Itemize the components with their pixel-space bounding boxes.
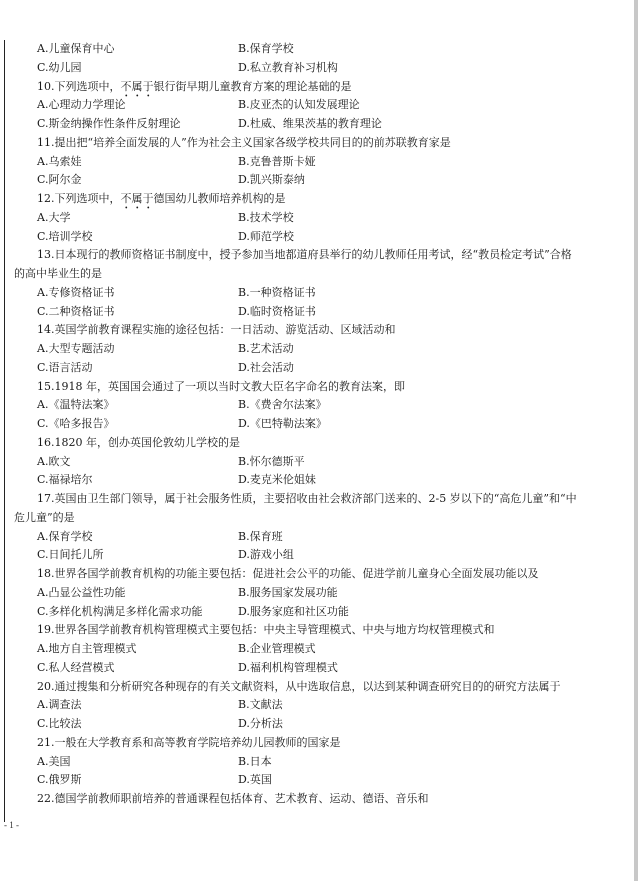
page-number: - 1 -: [4, 820, 19, 830]
option-right: D.《巴特勒法案》: [238, 417, 327, 430]
option-left: A.《温特法案》: [37, 398, 115, 412]
option-row: [0, 453, 600, 472]
option-row: [0, 696, 600, 715]
option-left: C.《哈多报告》: [37, 417, 115, 430]
option-right: D.临时资格证书: [238, 304, 316, 318]
option-left: A.保育学校: [37, 529, 93, 543]
question-stem: [0, 78, 600, 97]
question-stem: 17.英国由卫生部门领导，属于社会服务性质，主要招收由社会救济部门送来的、2-5 岁以下的“高危儿童”和“中: [37, 492, 577, 505]
option-row: [0, 359, 600, 378]
option-left: A.心理动力学理论: [37, 98, 126, 112]
question-stem: 19.世界各国学前教育机构管理模式主要包括：中央主导管理模式、中央与地方均权管理模式和: [37, 623, 495, 637]
option-row: [0, 396, 600, 415]
option-row: [0, 96, 600, 115]
option-left: A.大学: [37, 210, 71, 224]
option-row: [0, 715, 600, 734]
option-right: D.游戏小组: [238, 548, 294, 562]
option-right: B.一种资格证书: [238, 285, 316, 299]
option-row: [0, 284, 600, 303]
option-left: C.幼儿园: [37, 60, 82, 74]
option-left: C.比较法: [37, 717, 82, 730]
option-left: A.地方自主管理模式: [37, 642, 137, 655]
option-left: C.日间托儿所: [37, 548, 104, 562]
option-left: C.阿尔金: [37, 173, 82, 187]
option-row: [0, 228, 600, 247]
option-row: [0, 209, 600, 228]
option-row: [0, 640, 600, 659]
option-right: D.麦克米伦姐妹: [238, 473, 316, 487]
option-row: [0, 59, 600, 78]
option-left: C.语言活动: [37, 360, 93, 374]
option-left: A.专修资格证书: [37, 285, 115, 299]
option-row: [0, 40, 600, 59]
option-row: [0, 659, 600, 678]
question-stem: 20.通过搜集和分析研究各种现存的有关文献资料，从中选取信息，以达到某种调查研究目的的研究方法属于: [37, 679, 561, 693]
option-row: [0, 340, 600, 359]
emphasized-text: 不属于: [120, 192, 154, 205]
option-left: A.儿童保育中心: [37, 42, 115, 55]
option-left: C.培训学校: [37, 229, 93, 243]
option-right: B.克鲁普斯卡娅: [238, 154, 316, 168]
question-stem: 13.日本现行的教师资格证书制度中，授予参加当地都道府县举行的幼儿教师任用考试，经“教员检定考试”合格: [37, 248, 572, 262]
question-stem: 18.世界各国学前教育机构的功能主要包括：促进社会公平的功能、促进学前儿童身心全面发展功能以及: [37, 567, 539, 580]
option-right: B.日本: [238, 754, 272, 768]
option-right: D.服务家庭和社区功能: [238, 604, 349, 618]
option-right: D.分析法: [238, 717, 283, 730]
option-right: B.皮亚杰的认知发展理论: [238, 98, 360, 112]
option-row: [0, 415, 600, 434]
question-stem: [0, 190, 600, 209]
option-right: B.《费舍尔法案》: [238, 398, 327, 412]
option-right: D.凯兴斯泰纳: [238, 173, 305, 187]
option-right: D.师范学校: [238, 229, 294, 243]
option-right: D.福利机构管理模式: [238, 660, 338, 674]
option-right: B.艺术活动: [238, 342, 294, 355]
option-row: [0, 584, 600, 603]
question-text: 银行街早期儿童教育方案的理论基础的是: [153, 79, 352, 93]
emphasized-text: 不属于: [120, 79, 154, 93]
question-stem: 21.一般在大学教育系和高等教育学院培养幼儿园教师的国家是: [37, 735, 341, 749]
question-stem: 16.1820 年，创办英国伦敦幼儿学校的是: [37, 435, 240, 449]
option-right: D.杜威、维果茨基的教育理论: [238, 117, 382, 130]
option-right: D.私立教育补习机构: [238, 60, 338, 74]
option-left: A.欧文: [37, 454, 71, 468]
option-left: A.乌索娃: [37, 154, 82, 168]
option-row: [0, 603, 600, 622]
exam-content: [0, 40, 600, 809]
scrollbar[interactable]: [634, 0, 638, 881]
option-left: A.美国: [37, 754, 71, 768]
option-row: [0, 303, 600, 322]
option-right: B.企业管理模式: [238, 642, 316, 655]
option-left: C.多样化机构满足多样化需求功能: [37, 604, 203, 618]
option-right: B.服务国家发展功能: [238, 585, 338, 599]
option-row: [0, 153, 600, 172]
option-left: C.斯金纳操作性条件反射理论: [37, 117, 181, 130]
option-left: C.二种资格证书: [37, 304, 115, 318]
option-row: [0, 546, 600, 565]
option-right: B.保育班: [238, 529, 283, 543]
option-left: C.俄罗斯: [37, 773, 82, 787]
option-right: B.文献法: [238, 698, 283, 712]
option-row: [0, 753, 600, 772]
option-row: [0, 171, 600, 190]
option-left: A.大型专题活动: [37, 342, 115, 355]
question-stem: 22.德国学前教师职前培养的普通课程包括体育、艺术教育、运动、德语、音乐和: [37, 792, 429, 805]
option-right: B.怀尔德斯平: [238, 454, 305, 468]
question-stem: 15.1918 年，英国国会通过了一项以当时文教大臣名字命名的教育法案，即: [37, 379, 405, 393]
question-continuation: 危儿童”的是: [14, 510, 75, 524]
question-stem: 11.提出把“培养全面发展的人”作为社会主义国家各级学校共同目的的前苏联教育家是: [37, 135, 451, 149]
option-right: D.英国: [238, 773, 272, 787]
question-text: 10.下列选项中，: [37, 79, 121, 93]
option-left: A.凸显公益性功能: [37, 585, 126, 599]
question-text: 德国幼儿教师培养机构的是: [153, 192, 286, 205]
question-continuation: 的高中毕业生的是: [14, 267, 102, 280]
question-text: 12.下列选项中，: [37, 192, 121, 205]
option-left: C.私人经营模式: [37, 660, 115, 674]
option-row: [0, 115, 600, 134]
option-row: [0, 528, 600, 547]
option-row: [0, 771, 600, 790]
option-left: A.调查法: [37, 698, 82, 712]
option-right: D.社会活动: [238, 360, 294, 374]
option-right: B.技术学校: [238, 210, 294, 224]
option-left: C.福禄培尔: [37, 473, 93, 487]
option-row: [0, 471, 600, 490]
question-stem: 14.英国学前教育课程实施的途径包括：一日活动、游览活动、区域活动和: [37, 323, 396, 337]
option-right: B.保育学校: [238, 42, 294, 55]
